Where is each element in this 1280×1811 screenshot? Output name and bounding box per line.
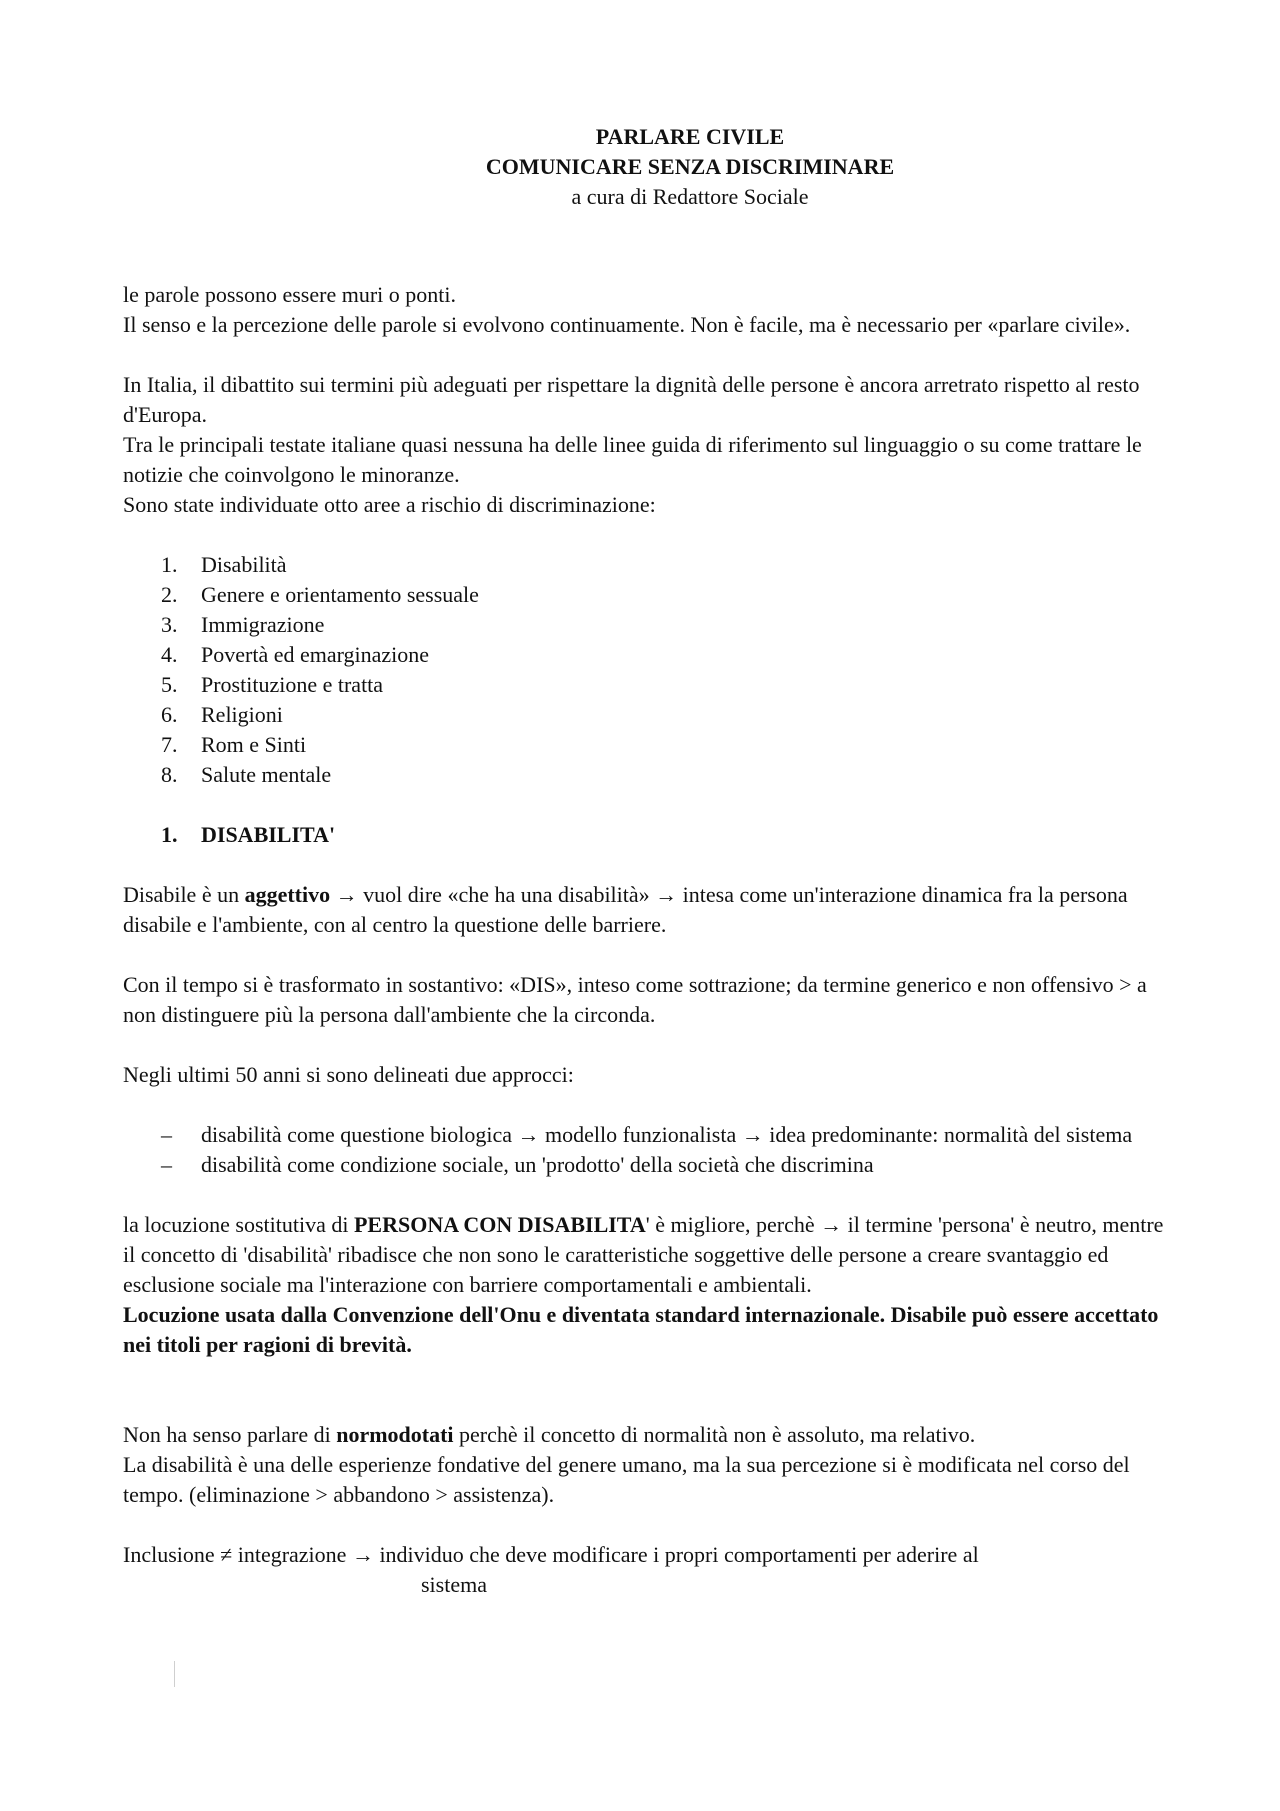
context-paragraph-2: Tra le principali testate italiane quasi nessuna ha delle linee guida di riferimento sul linguaggio o su come trattare le notizie che coinvolgono le minoranze. (123, 432, 1142, 487)
list-item: 5. Prostituzione e tratta (161, 672, 384, 697)
section1-paragraph-1: Disabile è un aggettivo → vuol dire «che ha una disabilità» → intesa come un'interazione dinamica fra la persona disabile e l'ambiente, con al centro la questione delle barriere. (123, 882, 1128, 937)
list-item: 1. Disabilità (161, 552, 287, 577)
document-header (123, 122, 1173, 212)
section1-paragraph-5: Locuzione usata dalla Convenzione dell'Onu e diventata standard internazionale. Disabile può essere accettato nei titoli per ragioni di brevità. (123, 1302, 1159, 1357)
section1-paragraph-4: la locuzione sostitutiva di PERSONA CON DISABILITA' è migliore, perchè → il termine 'persona' è neutro, mentre il concetto di 'disabilità' ribadisce che non sono le caratteristiche soggettive delle persone a creare svantaggio ed esclusione sociale ma l'interazione con barriere comportamentali e ambientali. (123, 1212, 1164, 1297)
context-paragraph-3: Sono state individuate otto aree a rischio di discriminazione: (123, 492, 656, 517)
list-item: 4. Povertà ed emarginazione (161, 642, 430, 667)
intro-line-1: le parole possono essere muri o ponti. (123, 282, 456, 307)
text-cursor-mark (174, 1661, 175, 1687)
list-item: – disabilità come condizione sociale, un 'prodotto' della società che discrimina (161, 1152, 874, 1177)
document-subtitle: COMUNICARE SENZA DISCRIMINARE (485, 154, 895, 179)
document-title: PARLARE CIVILE (595, 124, 785, 149)
section1-paragraph-3: Negli ultimi 50 anni si sono delineati due approcci: (123, 1062, 574, 1087)
section1-paragraph-2: Con il tempo si è trasformato in sostantivo: «DIS», inteso come sottrazione; da termine generico e non offensivo > a non distinguere più la persona dall'ambiente che la circonda. (123, 972, 1147, 1027)
section1-paragraph-7: La disabilità è una delle esperienze fondative del genere umano, ma la sua percezione si è modificata nel corso del tempo. (eliminazione > abbandono > assistenza). (123, 1452, 1130, 1507)
list-item: 7. Rom e Sinti (161, 732, 307, 757)
section-heading-disabilita: 1. DISABILITA' (161, 822, 336, 847)
list-item: 3. Immigrazione (161, 612, 325, 637)
document-byline: a cura di Redattore Sociale (571, 184, 809, 209)
context-paragraph-1: In Italia, il dibattito sui termini più adeguati per rispettare la dignità delle persone è ancora arretrato rispetto al resto d'Europa. (123, 372, 1140, 427)
section1-paragraph-6: Non ha senso parlare di normodotati perchè il concetto di normalità non è assoluto, ma relativo. (123, 1422, 976, 1447)
list-item: 6. Religioni (161, 702, 283, 727)
areas-list (123, 550, 1173, 790)
list-item: 8. Salute mentale (161, 762, 332, 787)
document-page (123, 122, 1173, 1600)
approaches-list (123, 1120, 1173, 1180)
list-item: – disabilità come questione biologica → modello funzionalista → idea predominante: normalità del sistema (161, 1122, 1133, 1147)
intro-line-2: Il senso e la percezione delle parole si evolvono continuamente. Non è facile, ma è necessario per «parlare civile». (123, 312, 1131, 337)
list-item: 2. Genere e orientamento sessuale (161, 582, 479, 607)
section1-paragraph-8: Inclusione ≠ integrazione → individuo che deve modificare i propri comportamenti per aderire al sistema (123, 1542, 979, 1597)
